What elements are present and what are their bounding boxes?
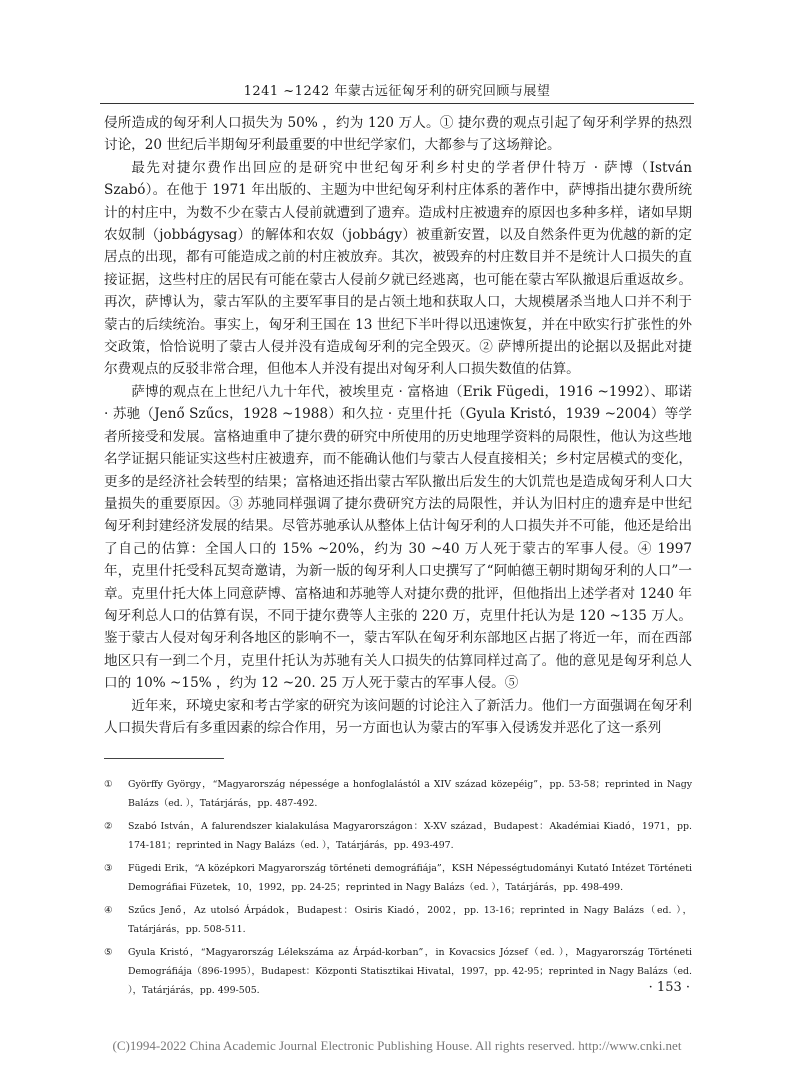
copyright-notice: (C)1994-2022 China Academic Journal Electronic Publishing House. All rights reserved. http://www.cnki.net [112,1038,682,1053]
footnote-rule [104,758,224,759]
page-number: · 153 · [648,980,690,995]
footnote-text: Fügedi Erik，“A középkori Magyarország történeti demográfiája”，KSH Népességtudományi Kutató Intézet Történeti Demográfiai Füzetek，10，1992，pp. 24-25；reprinted in Nagy Balázs（ed. ），Tatárjárás，pp. 498-499. [128,863,692,893]
paragraph: 萨博的观点在上世纪八九十年代，被埃里克 · 富格迪（Erik Fügedi，1916 ~1992）、耶诺 · 苏驰（Jenő Szűcs，1928 ~1988）和久拉 · 克里什托（Gyula Kristó，1939 ~2004）等学者所接受和发展。富格迪重申了捷尔费的研究中所使用的历史地理学资料的局限性，他认为这些地名学证据只能证实这些村庄被遗弃，而不能确认他们与蒙古人侵直接相关；乡村定居模式的变化，更多的是经济社会转型的结果；富格迪还指出蒙古军队撤出后发生的大饥荒也是造成匈牙利人口大量损失的重要原因。③ 苏驰同样强调了捷尔费研究方法的局限性，并认为旧村庄的遗弃是中世纪匈牙利封建经济发展的结果。尽管苏驰承认从整体上估计匈牙利的人口损失并不可能，他还是给出了自己的估算：全国人口的 15% ~20%，约为 30 ~40 万人死于蒙古的军事人侵。④ 1997 年，克里什托受科瓦契奇邀请，为新一版的匈牙利人口史撰写了“阿帕德王朝时期匈牙利的人口”一章。克里什托大体上同意萨博、富格迪和苏驰等人对捷尔费的批评，但他指出上述学者对 1240 年匈牙利总人口的估算有误，不同于捷尔费等人主张的 220 万，克里什托认为是 120 ~135 万人。鉴于蒙古人侵对匈牙利各地区的影响不一，蒙古军队在匈牙利东部地区占据了将近一年，而在西部地区只有一到二个月，克里什托认为苏驰有关人口损失的估算同样过高了。他的意见是匈牙利总人口的 10% ~15% ，约为 12 ~20. 25 万人死于蒙古的军事人侵。⑤ [104,383,692,692]
paragraph: 侵所造成的匈牙利人口损失为 50% ，约为 120 万人。① 捷尔费的观点引起了匈牙利学界的热烈讨论，20 世纪后半期匈牙利最重要的中世纪学家们，大都参与了这场辩论。 [104,115,692,154]
footnote-text: Györffy György，“Magyarország népessége a honfoglalástól a XIV század közepéig”，pp. 53-58；reprinted in Nagy Balázs（ed. ），Tatárjárás，pp. 487-492. [128,779,692,809]
header-rule [100,103,694,104]
paragraph: 最先对捷尔费作出回应的是研究中世纪匈牙利乡村史的学者伊什特万 · 萨博（István Szabó）。在他于 1971 年出版的、主题为中世纪匈牙利村庄体系的著作中，萨博指出捷尔费所统计的村庄中，为数不少在蒙古人侵前就遭到了遗弃。造成村庄被遗弃的原因也多种多样，诸如早期农奴制（jobbágysag）的解体和农奴（jobbágy）被重新安置，以及自然条件更为优越的新的定居点的出现，都有可能造成之前的村庄被放弃。其次，被毁弃的村庄数目并不是统计人口损失的直接证据，这些村庄的居民有可能在蒙古人侵前夕就已经逃离，也可能在蒙古军队撤退后重返故乡。再次，萨博认为，蒙古军队的主要军事目的是占领土地和获取人口，大规模屠杀当地人口并不利于蒙古的后续统治。事实上，匈牙利王国在 13 世纪下半叶得以迅速恢复，并在中欧实行扩张性的外交政策，恰恰说明了蒙古人侵并没有造成匈牙利的完全毁灭。② 萨博所提出的论据以及据此对捷尔费观点的反驳非常合理，但他本人并没有提出对匈牙利人口损失数值的估算。 [104,159,692,378]
footnote-number: ① [104,779,113,790]
footnote-number: ⑤ [104,947,113,958]
paragraph: 近年来，环境史家和考古学家的研究为该问题的讨论注入了新活力。他们一方面强调在匈牙利人口损失背后有多重因素的综合作用，另一方面也认为蒙古的军事入侵诱发并恶化了这一系列 [104,697,692,736]
footnote-2 [104,817,692,855]
footnote-number: ② [104,821,113,832]
footnote-3 [104,859,692,897]
footnotes [104,775,692,1004]
footnote-4 [104,901,692,939]
footnote-number: ③ [104,863,113,874]
footnote-text: Szűcs Jenő，Az utolsó Árpádok，Budapest：Osiris Kiadó，2002，pp. 13-16；reprinted in Nagy Balázs（ed. ），Tatárjárás，pp. 508-511. [128,905,692,935]
footnote-1 [104,775,692,813]
body-text [104,112,692,739]
footnote-text: Szabó István，A falurendszer kialakulása Magyarországon：X-XV század，Budapest：Akadémiai Kiadó，1971，pp. 174-181；reprinted in Nagy Balázs（ed. ），Tatárjárás，pp. 493-497. [128,821,692,851]
footnote-text: Gyula Kristó，“Magyarország Lélekszáma az Árpád-korban”，in Kovacsics József（ed. ），Magyarország Történeti Demográfiája（896-1995），Budapest：Központi Statisztikai Hivatal，1997，pp. 42-95；reprinted in Nagy Balázs（ed. ），Tatárjárás，pp. 499-505. [128,947,692,996]
running-header: 1241 ~1242 年蒙古远征匈牙利的研究回顾与展望 [243,84,551,99]
footnote-number: ④ [104,905,113,916]
